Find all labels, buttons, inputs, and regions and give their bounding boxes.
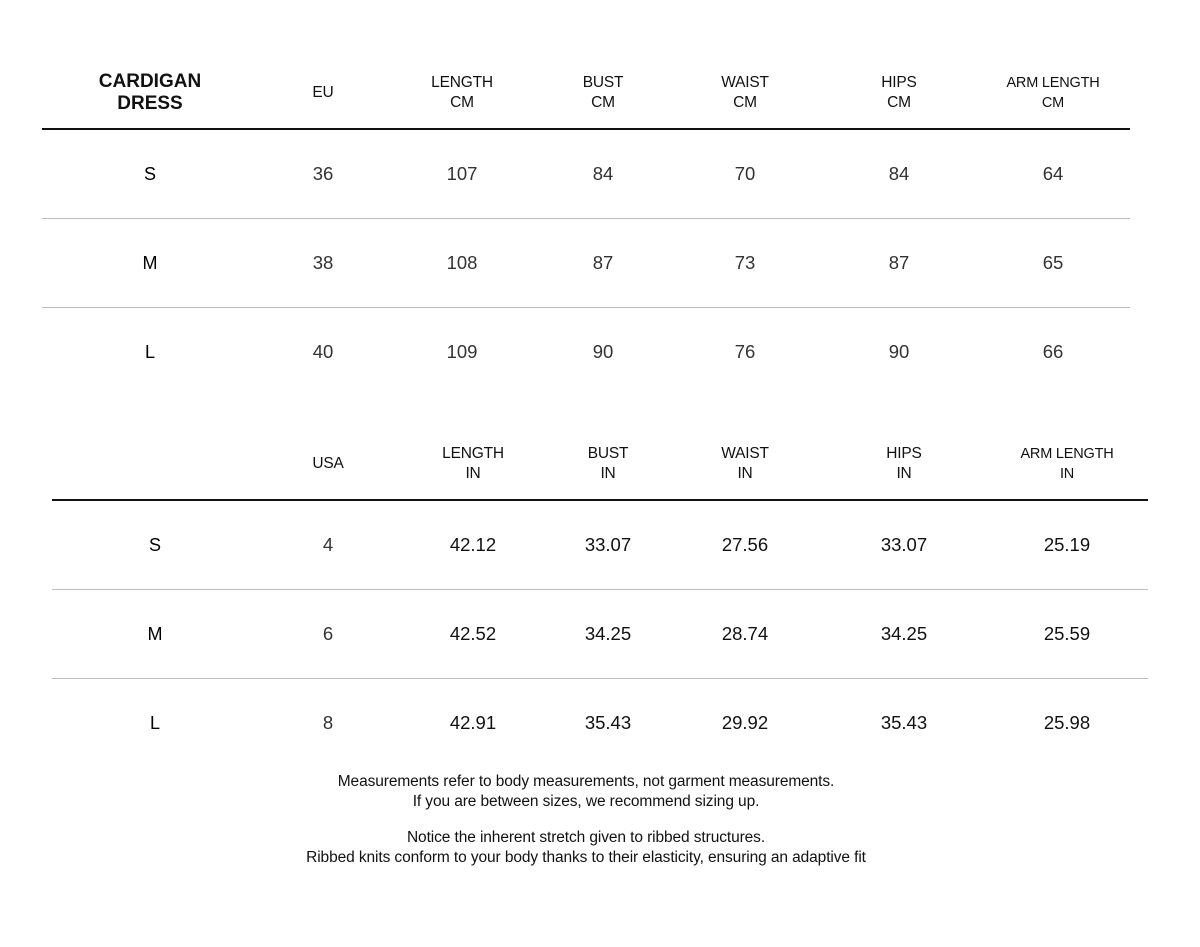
table-row — [42, 219, 1130, 308]
cell-waist: 70 — [734, 163, 756, 184]
cell-eu: 36 — [312, 163, 334, 184]
product-title — [75, 58, 225, 128]
header-line-2: CM — [591, 94, 615, 111]
cell-waist: 29.92 — [721, 712, 769, 733]
table-header — [52, 429, 1148, 501]
table-row — [42, 130, 1130, 219]
table-row — [52, 590, 1148, 679]
column-header-arm-length — [978, 58, 1128, 128]
cell-waist: 73 — [734, 252, 756, 273]
column-header-usa — [253, 429, 403, 499]
cell-length: 109 — [446, 341, 478, 362]
cell-hips: 84 — [888, 163, 910, 184]
title-line-2: DRESS — [117, 93, 183, 114]
cell-length: 42.91 — [449, 712, 497, 733]
measurement-note — [0, 772, 1172, 812]
column-header-bust — [528, 58, 678, 128]
title-line-1: CARDIGAN — [98, 71, 202, 92]
column-header-waist — [670, 58, 820, 128]
header-line-1: HIPS — [881, 74, 917, 91]
header-line-2: CM — [1041, 95, 1065, 111]
size-label: M — [147, 623, 163, 644]
header-line-2: CM — [733, 94, 757, 111]
cell-eu: 40 — [312, 341, 334, 362]
cell-usa: 4 — [322, 534, 334, 555]
cell-length: 42.52 — [449, 623, 497, 644]
header-line-1: LENGTH — [442, 445, 504, 462]
column-header-length — [387, 58, 537, 128]
header-line-2: IN — [465, 465, 481, 482]
table-row — [52, 679, 1148, 767]
cell-eu: 38 — [312, 252, 334, 273]
header-line-1: WAIST — [721, 445, 769, 462]
header-line-1: EU — [312, 84, 334, 101]
header-line-1: ARM LENGTH — [1006, 75, 1100, 91]
header-line-1: USA — [312, 455, 344, 472]
cell-bust: 84 — [592, 163, 614, 184]
column-header-bust — [533, 429, 683, 499]
column-header-hips — [824, 58, 974, 128]
size-label: S — [143, 163, 156, 184]
cell-arm-length: 25.59 — [1043, 623, 1091, 644]
header-line-2: IN — [1059, 466, 1075, 482]
header-line-1: WAIST — [721, 74, 769, 91]
cell-bust: 33.07 — [584, 534, 632, 555]
size-label: L — [144, 341, 155, 362]
cell-hips: 35.43 — [880, 712, 928, 733]
cell-bust: 90 — [592, 341, 614, 362]
column-header-eu — [248, 58, 398, 128]
header-line-1: BUST — [587, 445, 629, 462]
cell-length: 108 — [446, 252, 478, 273]
header-line-2: IN — [600, 465, 616, 482]
cell-bust: 87 — [592, 252, 614, 273]
cell-length: 42.12 — [449, 534, 497, 555]
size-label: L — [149, 712, 160, 733]
column-header-hips — [829, 429, 979, 499]
table-row — [42, 308, 1130, 396]
header-line-1: HIPS — [886, 445, 922, 462]
size-label: M — [142, 252, 158, 273]
cell-usa: 6 — [322, 623, 334, 644]
cell-length: 107 — [446, 163, 478, 184]
column-header-length — [398, 429, 548, 499]
header-line-2: CM — [450, 94, 474, 111]
header-line-1: ARM LENGTH — [1020, 446, 1114, 462]
header-line-2: IN — [896, 465, 912, 482]
note-line-1: Measurements refer to body measurements, not garment measurements. — [337, 773, 835, 790]
cell-bust: 34.25 — [584, 623, 632, 644]
note-line-3: Notice the inherent stretch given to ribbed structures. — [406, 829, 766, 846]
cell-arm-length: 25.19 — [1043, 534, 1091, 555]
cell-hips: 34.25 — [880, 623, 928, 644]
note-line-2: If you are between sizes, we recommend sizing up. — [412, 793, 760, 810]
cell-hips: 90 — [888, 341, 910, 362]
column-header-waist — [670, 429, 820, 499]
size-table-cm — [42, 58, 1130, 396]
cell-arm-length: 25.98 — [1043, 712, 1091, 733]
stretch-note — [0, 828, 1172, 868]
cell-waist: 28.74 — [721, 623, 769, 644]
size-table-in — [52, 429, 1148, 767]
cell-bust: 35.43 — [584, 712, 632, 733]
cell-waist: 76 — [734, 341, 756, 362]
column-header-arm-length — [992, 429, 1142, 499]
cell-arm-length: 64 — [1042, 163, 1064, 184]
size-label: S — [148, 534, 161, 555]
cell-hips: 33.07 — [880, 534, 928, 555]
table-header — [42, 58, 1130, 130]
header-line-1: LENGTH — [431, 74, 493, 91]
cell-arm-length: 65 — [1042, 252, 1064, 273]
header-line-2: IN — [737, 465, 753, 482]
cell-waist: 27.56 — [721, 534, 769, 555]
note-line-4: Ribbed knits conform to your body thanks to their elasticity, ensuring an adaptive fit — [306, 849, 866, 866]
table-row — [52, 501, 1148, 590]
cell-usa: 8 — [322, 712, 334, 733]
cell-hips: 87 — [888, 252, 910, 273]
cell-arm-length: 66 — [1042, 341, 1064, 362]
header-line-2: CM — [887, 94, 911, 111]
header-line-1: BUST — [582, 74, 624, 91]
